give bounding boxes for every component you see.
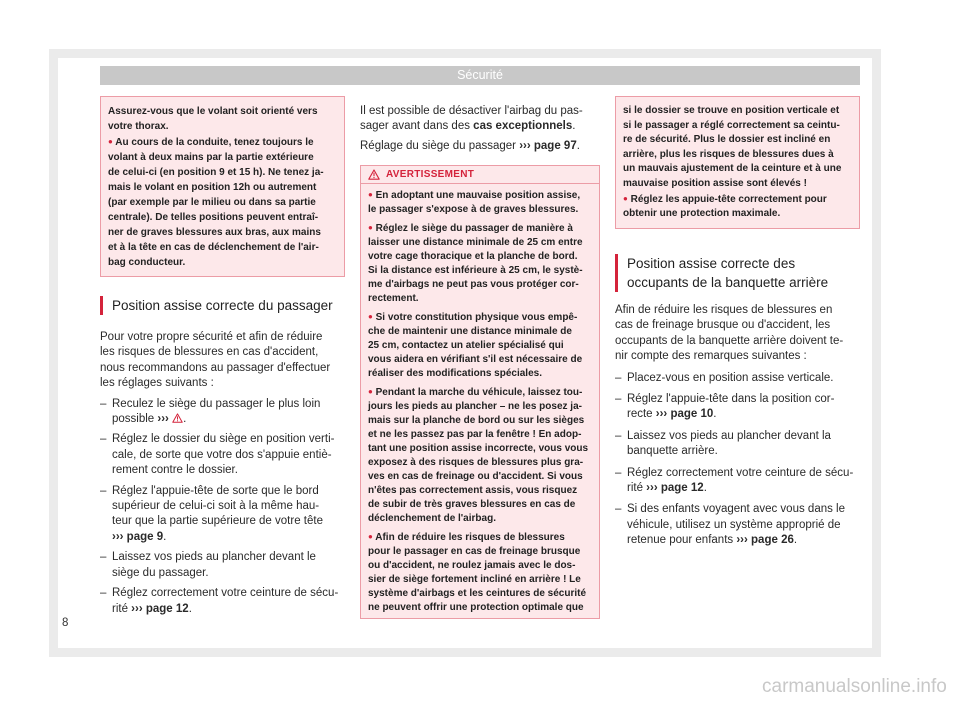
text-segment: .	[713, 408, 717, 421]
bullet: ●	[368, 190, 373, 199]
bullet: ●	[368, 312, 373, 321]
text-segment: .	[188, 602, 192, 615]
list-item	[100, 586, 345, 617]
list-item	[615, 466, 860, 497]
text-line	[360, 139, 600, 154]
text-segment: recte	[627, 408, 656, 421]
text-line: cale, de sorte que votre dos s'appuie entiè-	[112, 448, 332, 461]
warning-triangle-icon	[368, 169, 380, 180]
text-line: Laissez vos pieds au plancher devant la	[627, 429, 831, 442]
text-line: occupants de la banquette arrière doivent te-	[615, 334, 844, 347]
text-line: votre thorax.	[108, 121, 169, 132]
dash-marker: –	[615, 503, 622, 516]
text-line: Si des enfants voyagent avec vous dans le	[627, 503, 846, 516]
page-reference: ››› page 12	[646, 482, 704, 495]
watermark: carmanualsonline.info	[762, 676, 947, 697]
text-line: nir compte des remarques suivantes :	[615, 350, 807, 363]
text-segment: .	[576, 139, 580, 152]
text-line	[623, 192, 852, 208]
list-item-text	[627, 502, 860, 548]
text-line: siège du passager.	[112, 566, 209, 579]
text-line: me d'airbags ne peut pas vous protéger cor-	[368, 279, 579, 290]
list-item	[615, 429, 860, 460]
text-segment: Réglez les appuie-tête correctement pour	[627, 193, 827, 205]
text-line: che de maintenir une distance minimale de	[368, 326, 572, 337]
warning-triangle-icon	[172, 413, 183, 423]
list-item	[615, 392, 860, 423]
text-line: banquette arrière.	[627, 445, 718, 458]
text-line: volant à deux mains par la partie extérieure	[108, 152, 314, 163]
text-segment: rité	[627, 482, 647, 495]
paragraph	[360, 104, 600, 135]
page-reference: ››› page 12	[131, 602, 189, 615]
paragraph	[360, 139, 600, 154]
text-line	[112, 602, 345, 617]
text-line	[360, 119, 600, 134]
text-line: de celui-ci (en position 9 et 15 h). Ne tenez ja-	[108, 167, 324, 178]
chapter-header-bar	[100, 66, 860, 85]
text-line: les réglages suivants :	[100, 377, 214, 390]
warning-item	[368, 310, 592, 381]
text-line	[627, 481, 860, 496]
intro-paragraph	[615, 303, 860, 365]
list-item-text	[627, 371, 860, 386]
text-line: de subir de très graves blessures en cas de	[368, 499, 576, 510]
text-segment: .	[183, 413, 187, 426]
text-line: Réglez l'appuie-tête de sorte que le bord	[112, 484, 319, 497]
text-line	[627, 533, 860, 548]
text-line: n'êtes pas correctement assis, vous risquez	[368, 485, 578, 496]
text-line: ves en cas de freinage ou d'accident. Si vous	[368, 471, 583, 482]
dash-marker: –	[100, 551, 107, 564]
text-line: Il est possible de désactiver l'airbag du pas-	[360, 105, 583, 117]
text-line: exposez à des risques de blessures plus gra-	[368, 457, 584, 468]
list-item-text	[112, 397, 345, 428]
text-line: mais sur la planche de bord ou sur les sièges	[368, 415, 585, 426]
warning-items	[361, 184, 599, 618]
text-line: et ne les passez pas par la fenêtre ! En adop-	[368, 429, 582, 440]
dash-marker: –	[615, 466, 622, 479]
warning-header	[361, 166, 599, 184]
text-segment: Au cours de la conduite, tenez toujours le	[112, 137, 314, 148]
page-reference: ››› page 9	[112, 530, 164, 543]
text-line: véhicule, utilisez un système approprié de	[627, 518, 841, 531]
text-segment: .	[163, 530, 167, 543]
warning-title: AVERTISSEMENT	[386, 169, 475, 180]
text-line: votre cage thoracique et la planche de bord.	[368, 251, 578, 262]
text-line	[368, 188, 592, 203]
text-line: arrière, plus les risques de blessures dues à	[623, 148, 834, 160]
text-line: Réglez correctement votre ceinture de sécu-	[627, 466, 854, 479]
list-item	[615, 502, 860, 548]
text-line: vous aidera en vérifiant s'il est nécessaire de	[368, 354, 583, 365]
text-line: rectement.	[368, 293, 419, 304]
text-line: Reculez le siège du passager le plus loin	[112, 397, 321, 410]
text-segment: sager avant dans des	[360, 120, 474, 133]
warning-item	[368, 385, 592, 526]
text-line: ou d'accident, ne roulez jamais avec le dos-	[368, 560, 576, 571]
text-line: laisser une distance minimale de 25 cm entre	[368, 237, 583, 248]
text-segment: Afin de réduire les risques de blessures	[372, 532, 565, 543]
text-line: mauvaise position assise sont élevés !	[623, 177, 807, 189]
list-item-text	[112, 550, 345, 581]
dash-marker: –	[615, 371, 622, 384]
bullet: ●	[623, 193, 628, 203]
dash-marker: –	[615, 429, 622, 442]
text-line: teur que la partie supérieure de votre tête	[112, 515, 323, 528]
text-line: occupants de la banquette arrière	[627, 275, 829, 290]
airbag-paragraphs	[360, 104, 600, 154]
text-line: supérieur de celui-ci soit à la même hau-	[112, 500, 320, 513]
section-heading	[615, 254, 860, 292]
page-reference: ››› page 97	[519, 139, 577, 152]
page-reference: ››› page 26	[736, 534, 794, 547]
text-line: cas de freinage brusque ou d'accident, les	[615, 319, 831, 332]
text-line: et à la tête en cas de déclenchement de l'air-	[108, 242, 319, 253]
text-segment: Si votre constitution physique vous empê-	[372, 312, 578, 323]
text-segment: .	[703, 482, 707, 495]
text-line	[368, 310, 592, 325]
page-reference: ››› page 10	[655, 408, 714, 421]
text-line: rement contre le dossier.	[112, 464, 238, 477]
instruction-list	[615, 371, 860, 549]
list-item-text	[112, 484, 345, 546]
text-line: re de sécurité. Plus le dossier est incliné en	[623, 134, 831, 146]
intro-paragraph	[100, 330, 345, 392]
warning-item	[368, 530, 592, 615]
text-line: obtenir une protection maximale.	[623, 208, 781, 220]
page-reference: ›››	[157, 413, 169, 426]
text-line: bag conducteur.	[108, 257, 186, 268]
dash-marker: –	[100, 397, 107, 410]
text-line: Si la distance est inférieure à 25 cm, le systè-	[368, 265, 583, 276]
text-line: Position assise correcte des	[627, 256, 796, 271]
text-segment: possible	[112, 413, 158, 426]
text-line: mais le volant en position 12h ou autrement	[108, 182, 317, 193]
instruction-list	[100, 397, 345, 617]
text-line: un mauvais ajustement de la ceinture et à une	[623, 163, 842, 175]
text-segment: .	[793, 534, 798, 547]
text-line: tant une position assise incorrecte, vous vous	[368, 443, 589, 454]
text-line: jours les pieds au plancher – ne les posez ja-	[368, 401, 582, 412]
text-line: 25 cm, contactez un atelier spécialisé qui	[368, 340, 564, 351]
text-line: Laissez vos pieds au plancher devant le	[112, 551, 316, 564]
text-line: réaliser des modifications spéciales.	[368, 368, 542, 379]
text-line: centrale). De telles positions peuvent entraî-	[108, 212, 319, 223]
text-segment: En adoptant une mauvaise position assise,	[372, 190, 581, 201]
section-heading	[100, 296, 345, 315]
list-item-text	[627, 429, 860, 460]
text-line: Pour votre propre sécurité et afin de réduire	[100, 331, 323, 343]
chapter-title: Sécurité	[457, 68, 503, 82]
page-number: 8	[62, 617, 69, 629]
safety-note-box	[100, 96, 345, 277]
list-item	[100, 432, 345, 478]
text-line	[112, 530, 345, 545]
text-line: si le dossier se trouve en position verticale et	[623, 105, 840, 116]
warning-item	[368, 188, 592, 217]
text-line: si le passager a réglé correctement sa ceintu-	[623, 119, 840, 131]
list-item	[100, 397, 345, 428]
list-item-text	[627, 392, 860, 423]
text-segment: rité	[112, 602, 132, 615]
warning-item	[368, 221, 592, 306]
text-line: sier de siège fortement incliné en arrière ! Le	[368, 574, 581, 585]
text-line	[368, 530, 592, 545]
text-line	[368, 221, 592, 236]
emphasis-text: cas exceptionnels	[473, 120, 573, 133]
list-item	[100, 550, 345, 581]
list-item-text	[112, 432, 345, 478]
text-line	[627, 407, 860, 422]
text-segment: Réglage du siège du passager	[360, 139, 520, 152]
text-line: ner de graves blessures aux bras, aux mains	[108, 227, 321, 238]
text-line: pour le passager en cas de freinage brusque	[368, 546, 581, 557]
text-segment: Pendant la marche du véhicule, laissez tou-	[372, 387, 583, 398]
text-line: déclenchement de l'airbag.	[368, 513, 496, 524]
text-line: Réglez correctement votre ceinture de sécu-	[112, 587, 339, 600]
text-segment: retenue pour enfants	[627, 534, 737, 547]
text-line: Réglez le dossier du siège en position verti-	[112, 433, 335, 446]
dash-marker: –	[100, 587, 107, 600]
text-line: Réglez l'appuie-tête dans la position cor-	[627, 393, 835, 406]
text-line: Placez-vous en position assise verticale.	[627, 371, 834, 384]
text-line	[368, 385, 592, 400]
text-line: le passager s'expose à de graves blessures.	[368, 204, 579, 215]
list-item-text	[627, 466, 860, 497]
dash-marker: –	[100, 433, 107, 446]
warning-box	[360, 165, 600, 619]
bullet: ●	[368, 532, 373, 541]
text-segment: .	[572, 120, 576, 133]
section-body	[100, 330, 345, 617]
bullet: ●	[108, 137, 113, 146]
text-line	[108, 134, 337, 150]
text-line	[112, 412, 345, 427]
text-line: ne peuvent offrir une protection optimale que	[368, 602, 584, 613]
section-body	[615, 303, 860, 549]
list-item	[615, 371, 860, 386]
text-line: (par exemple par le milieu ou dans sa partie	[108, 197, 316, 208]
dash-marker: –	[100, 484, 107, 497]
bullet: ●	[368, 223, 373, 232]
dash-marker: –	[615, 393, 622, 406]
list-item	[100, 484, 345, 546]
text-line: Assurez-vous que le volant soit orienté vers	[108, 106, 318, 117]
text-segment: Réglez le siège du passager de manière à	[372, 223, 573, 234]
text-line: système d'airbags et les ceintures de sécurité	[368, 588, 587, 599]
list-item-text	[112, 586, 345, 617]
bullet: ●	[368, 387, 373, 396]
text-line: les risques de blessures en cas d'accident,	[100, 346, 319, 359]
text-line: Afin de réduire les risques de blessures en	[615, 304, 833, 316]
text-line: Position assise correcte du passager	[112, 298, 333, 313]
text-line: nous recommandons au passager d'effectuer	[100, 361, 331, 374]
safety-note-box	[615, 96, 860, 229]
